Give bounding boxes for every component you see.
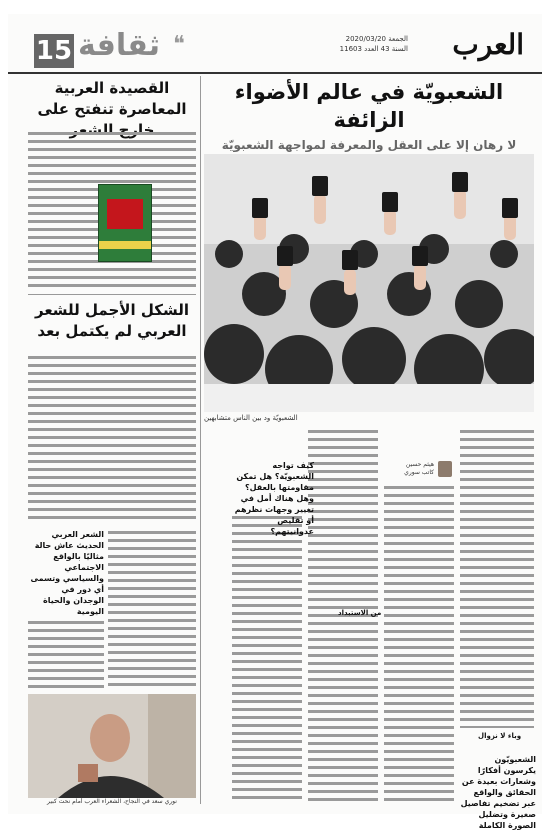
sidebar-article-2-body-cont [108, 529, 196, 689]
issue-info [338, 34, 408, 54]
sidebar-article-2-body [28, 354, 196, 524]
sidebar-inset-quote: الشعر العربي الحديث عاش حالة مثاليًا بالواقع الاجتماعي والسياسي وتسمى أي دور في الوجدان والحياة اليومية [30, 530, 104, 616]
main-headline: الشعبويّة في عالم الأضواء الزائفة [234, 80, 504, 132]
photo-caption: الشعبويّة ود بين الناس متشابهين [204, 414, 298, 422]
page-header [8, 14, 542, 74]
poet-portrait-photo [28, 694, 196, 798]
pull-quote: كيف تواجه الشعبويّة؟ هل تمكن مقاومتها بالعقل؟ وهل هناك أمل في تغيير وجهات نظرهم أو تقليص عدوانيتهم؟ [234, 461, 314, 536]
text-lines [232, 514, 302, 804]
sidebar-article-2-body-left [28, 619, 104, 689]
article-column-1 [460, 428, 534, 728]
text-lines [108, 529, 196, 689]
book-cover-band [99, 241, 151, 249]
text-lines [28, 354, 196, 524]
author-name: هيثم حسين [405, 461, 434, 468]
subhead-2: من الاستبداد [338, 609, 382, 617]
sidebar-headline-2: الشكل الأجمل للشعر العربي لم يكتمل بعد [35, 301, 189, 340]
text-lines [460, 428, 534, 728]
issue-number: السنة 43 العدد 11603 [339, 45, 408, 53]
author-byline [394, 461, 434, 479]
book-cover [98, 184, 152, 262]
newspaper-logo: العرب [452, 28, 524, 61]
pull-quote-2: الشعبويّون يكرسون أفكارًا وشعارات بعيدة عن الحقائق والواقع عبر تضخيم تفاصيل صغيرة وتضليل الصورة الكاملة [460, 755, 536, 830]
column-divider [200, 76, 201, 804]
text-lines [28, 619, 104, 689]
subhead-1: وباء لا نزوال [478, 732, 522, 740]
newspaper-page [8, 14, 542, 830]
portrait-caption: نوري سعد في النجاح، الشعراء العرب أمام نحت كبير [47, 798, 177, 805]
section-title: ثقافة [78, 28, 160, 63]
main-subheadline: لا رهان إلا على العقل والمعرفة لمواجهة الشعبويّة [221, 138, 517, 152]
portrait-illustration [28, 694, 196, 798]
article-column-4 [232, 514, 302, 804]
sidebar-divider [28, 294, 196, 295]
article-column-2 [384, 484, 454, 804]
quote-mark-icon: ❝ [173, 32, 185, 57]
page-number: 15 [35, 36, 73, 66]
crowd-photo [204, 154, 534, 412]
issue-date: الجمعة 2020/03/20 [345, 35, 408, 43]
author-role: كاتب سوري [404, 469, 434, 476]
sidebar-headline-1: القصيدة العربية المعاصرة تنفتح على [37, 79, 187, 118]
book-cover-art [107, 199, 143, 229]
main-article-head [204, 78, 534, 152]
crowd-photo-illustration [204, 154, 534, 412]
text-lines [384, 484, 454, 804]
author-photo [438, 461, 452, 477]
